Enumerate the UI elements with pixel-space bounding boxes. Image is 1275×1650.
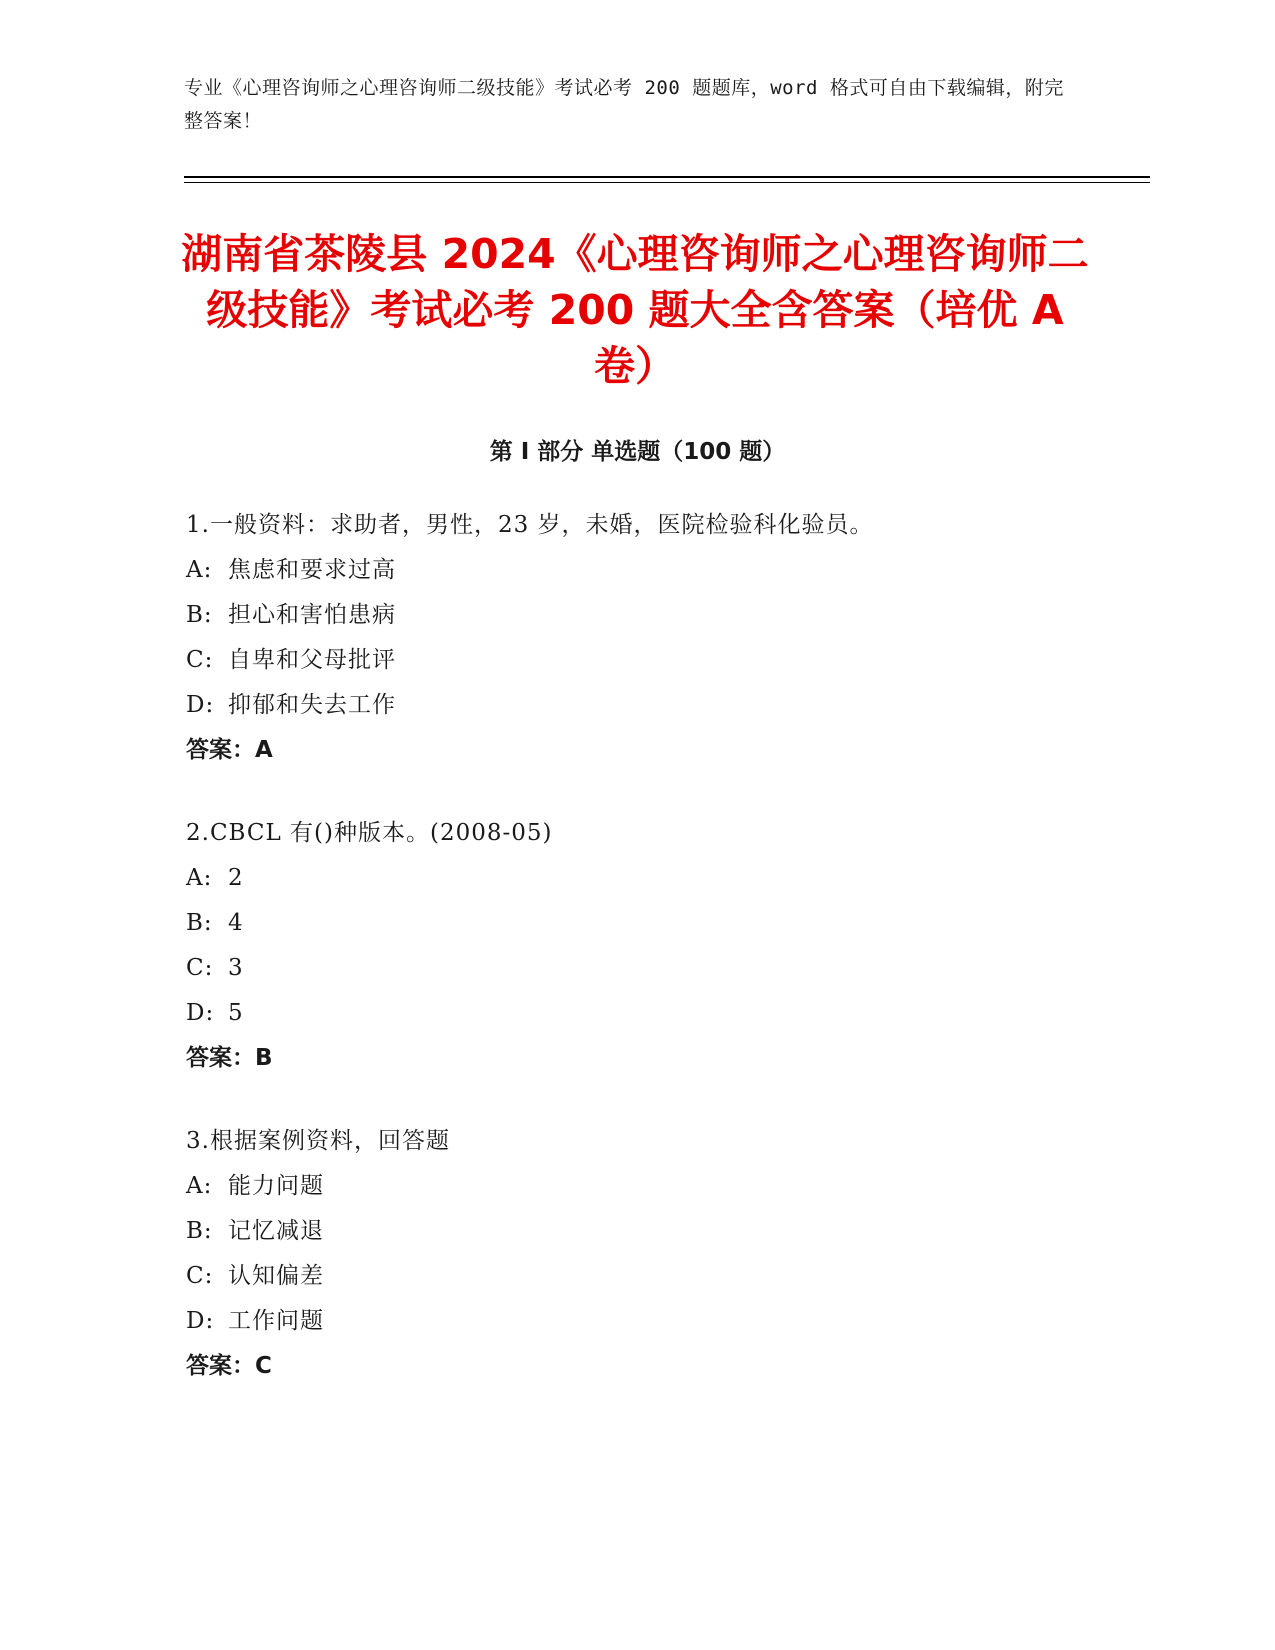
option-c [186,1254,1086,1299]
question-2 [186,811,1086,1081]
option-c [186,946,1086,991]
option-letter: B: [186,910,213,936]
header-divider-thin [184,182,1150,183]
header-note: 专业《心理咨询师之心理咨询师二级技能》考试必考 200 题题库，word 格式可自由下载编辑，附完整答案！ [184,77,1064,132]
question-stem: 2.CBCL 有()种版本。(2008-05) [186,820,553,846]
option-text: 能力问题 [228,1173,324,1199]
option-text: 焦虑和要求过高 [228,557,396,583]
option-letter: A: [186,865,213,891]
document-title: 湖南省茶陵县 2024《心理咨询师之心理咨询师二级技能》考试必考 200 题大全含答案（培优 A 卷） [181,230,1089,390]
option-letter: A: [186,557,213,583]
option-letter: D: [186,1000,215,1026]
option-text: 担心和害怕患病 [228,602,396,628]
option-text: 3 [228,955,244,981]
question-1 [186,503,1086,773]
option-letter: C: [186,1263,214,1289]
option-b [186,1209,1086,1254]
option-d [186,1299,1086,1344]
question-3 [186,1119,1086,1389]
option-letter: D: [186,692,215,718]
question-stem: 1.一般资料：求助者，男性，23 岁，未婚，医院检验科化验员。 [186,512,874,538]
option-a [186,548,1086,593]
option-text: 记忆减退 [228,1218,324,1244]
option-a [186,1164,1086,1209]
option-text: 抑郁和失去工作 [228,692,396,718]
option-letter: B: [186,602,213,628]
option-c [186,638,1086,683]
answer-line: 答案：A [186,737,273,763]
option-letter: C: [186,955,214,981]
section-title: 第 I 部分 单选题（100 题） [489,439,786,465]
option-text: 自卑和父母批评 [228,647,396,673]
option-b [186,901,1086,946]
option-text: 2 [228,865,244,891]
answer-line: 答案：C [186,1353,272,1379]
option-letter: D: [186,1308,215,1334]
option-text: 5 [228,1000,244,1026]
option-letter: B: [186,1218,213,1244]
option-text: 工作问题 [228,1308,324,1334]
answer-line: 答案：B [186,1045,273,1071]
option-b [186,593,1086,638]
option-d [186,991,1086,1036]
option-text: 4 [228,910,244,936]
option-letter: C: [186,647,214,673]
option-d [186,683,1086,728]
option-a [186,856,1086,901]
question-stem: 3.根据案例资料，回答题 [186,1128,450,1154]
header-divider-thick [184,176,1150,178]
option-letter: A: [186,1173,213,1199]
option-text: 认知偏差 [228,1263,324,1289]
